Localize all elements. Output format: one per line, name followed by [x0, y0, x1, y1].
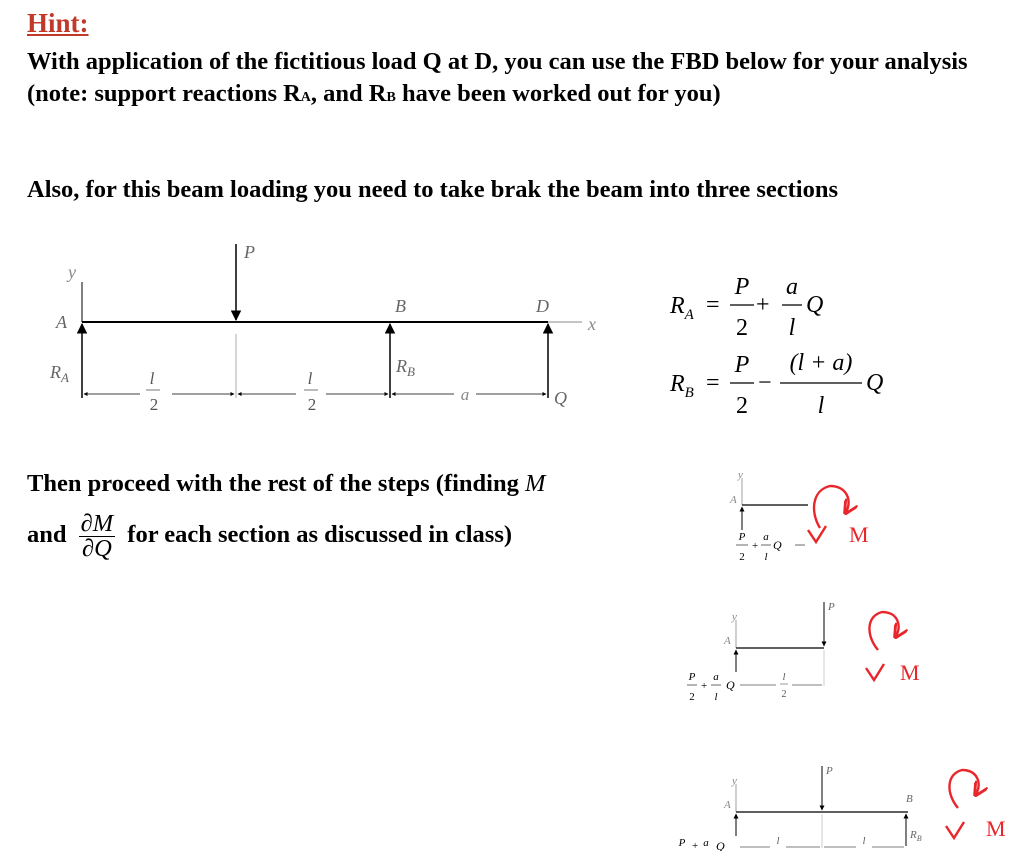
- reaction-a-label: $R_A$: [50, 362, 69, 385]
- svg-text:+: +: [692, 840, 699, 851]
- rb-p: P: [734, 352, 750, 378]
- point-a-label: A: [56, 312, 67, 332]
- ra-plus: +: [756, 292, 770, 318]
- proceed-and: and: [27, 521, 67, 549]
- rb-l: l: [817, 393, 825, 419]
- svg-text:2: 2: [781, 689, 787, 700]
- svg-text:Q: Q: [726, 678, 735, 692]
- s3-moment-arrow: [949, 770, 978, 808]
- svg-text:A: A: [724, 799, 731, 811]
- rb-2: 2: [736, 393, 748, 419]
- rb-num: (l + a): [789, 350, 853, 376]
- proceed-text-1: Then proceed with the rest of the steps (finding: [27, 470, 519, 497]
- proceed-text-2: for each section as discussed in class): [127, 521, 513, 549]
- partial-den: ∂Q: [81, 535, 112, 562]
- rb-lhs: $R_B$: [670, 371, 694, 401]
- intro-sub-b: B: [386, 90, 396, 105]
- s2-moment-arrow: [869, 612, 898, 650]
- rb-equals: =: [706, 370, 720, 396]
- y-axis-label: y: [68, 262, 76, 282]
- svg-text:P: P: [826, 765, 833, 777]
- s1-moment-label: M: [849, 522, 869, 547]
- s3-rb-label: $R_B$: [910, 829, 922, 843]
- s2-y-label: y: [732, 611, 737, 623]
- ra-p: P: [734, 274, 750, 300]
- svg-text:l: l: [782, 672, 786, 683]
- span1-den: 2: [149, 395, 159, 414]
- ra-l: l: [788, 315, 796, 341]
- load-q-label: Q: [554, 388, 567, 408]
- s1-y-label: y: [738, 469, 743, 481]
- svg-text:y: y: [732, 775, 737, 787]
- s1-moment-arrow: [814, 486, 849, 528]
- ra-equals: =: [706, 292, 720, 318]
- point-b-label: B: [395, 296, 406, 316]
- svg-text:l: l: [862, 836, 866, 847]
- overhang-label: a: [460, 385, 470, 404]
- hint-title: Hint:: [27, 8, 89, 38]
- section-sketch-2: [687, 601, 920, 703]
- s1-a-label: A: [730, 494, 737, 506]
- span1-num: l: [149, 369, 155, 388]
- svg-text:l: l: [776, 836, 780, 847]
- intro-text-3: have been worked out for you): [395, 80, 721, 107]
- svg-text:P: P: [678, 837, 686, 849]
- rb-q: Q: [866, 370, 884, 396]
- s3-b-label: B: [906, 793, 913, 805]
- main-fbd: [49, 242, 596, 414]
- svg-text:a: a: [713, 671, 719, 683]
- intro-sub-a: A: [300, 90, 311, 105]
- s1-ra-plus: +: [752, 540, 759, 552]
- reaction-b-label: $R_B$: [396, 356, 415, 379]
- span2-num: l: [307, 369, 313, 388]
- s1-ra-a: a: [763, 531, 769, 543]
- s1-ra-2: 2: [739, 551, 745, 563]
- s1-ra-q: Q: [773, 538, 782, 552]
- s2-a-label: A: [724, 635, 731, 647]
- intro-text-1: With application of the fictitious load Q at D, you can use the FBD below for your analysis (note: support reactions R: [27, 48, 968, 107]
- svg-text:l: l: [714, 691, 718, 703]
- partial-num: ∂M: [80, 510, 114, 537]
- svg-text:+: +: [701, 680, 708, 692]
- load-p-label: P: [244, 242, 255, 262]
- span2-den: 2: [307, 395, 317, 414]
- s2-load-p-label: P: [828, 601, 835, 613]
- svg-text:2: 2: [689, 691, 695, 703]
- ra-q: Q: [806, 292, 824, 318]
- ra-lhs: $R_A$: [670, 293, 694, 323]
- s2-moment-label: M: [900, 660, 920, 685]
- s1-ra-p: P: [738, 531, 746, 543]
- rb-minus: −: [758, 370, 772, 396]
- svg-text:Q: Q: [716, 839, 725, 851]
- x-axis-label: x: [588, 314, 596, 334]
- ra-a: a: [786, 274, 798, 300]
- svg-text:a: a: [703, 837, 709, 849]
- point-d-label: D: [536, 296, 549, 316]
- reaction-formulas: [669, 274, 883, 419]
- section-sketch-3: [678, 765, 1006, 851]
- intro-text-2: , and R: [310, 80, 387, 107]
- sections-note: Also, for this beam loading you need to take brak the beam into three sections: [27, 176, 839, 203]
- section-sketch-1: [729, 469, 869, 563]
- s1-ra-l: l: [764, 551, 768, 563]
- proceed-var-m: M: [524, 470, 546, 497]
- ra-2: 2: [736, 315, 748, 341]
- svg-text:P: P: [688, 671, 696, 683]
- s3-moment-label: M: [986, 816, 1006, 841]
